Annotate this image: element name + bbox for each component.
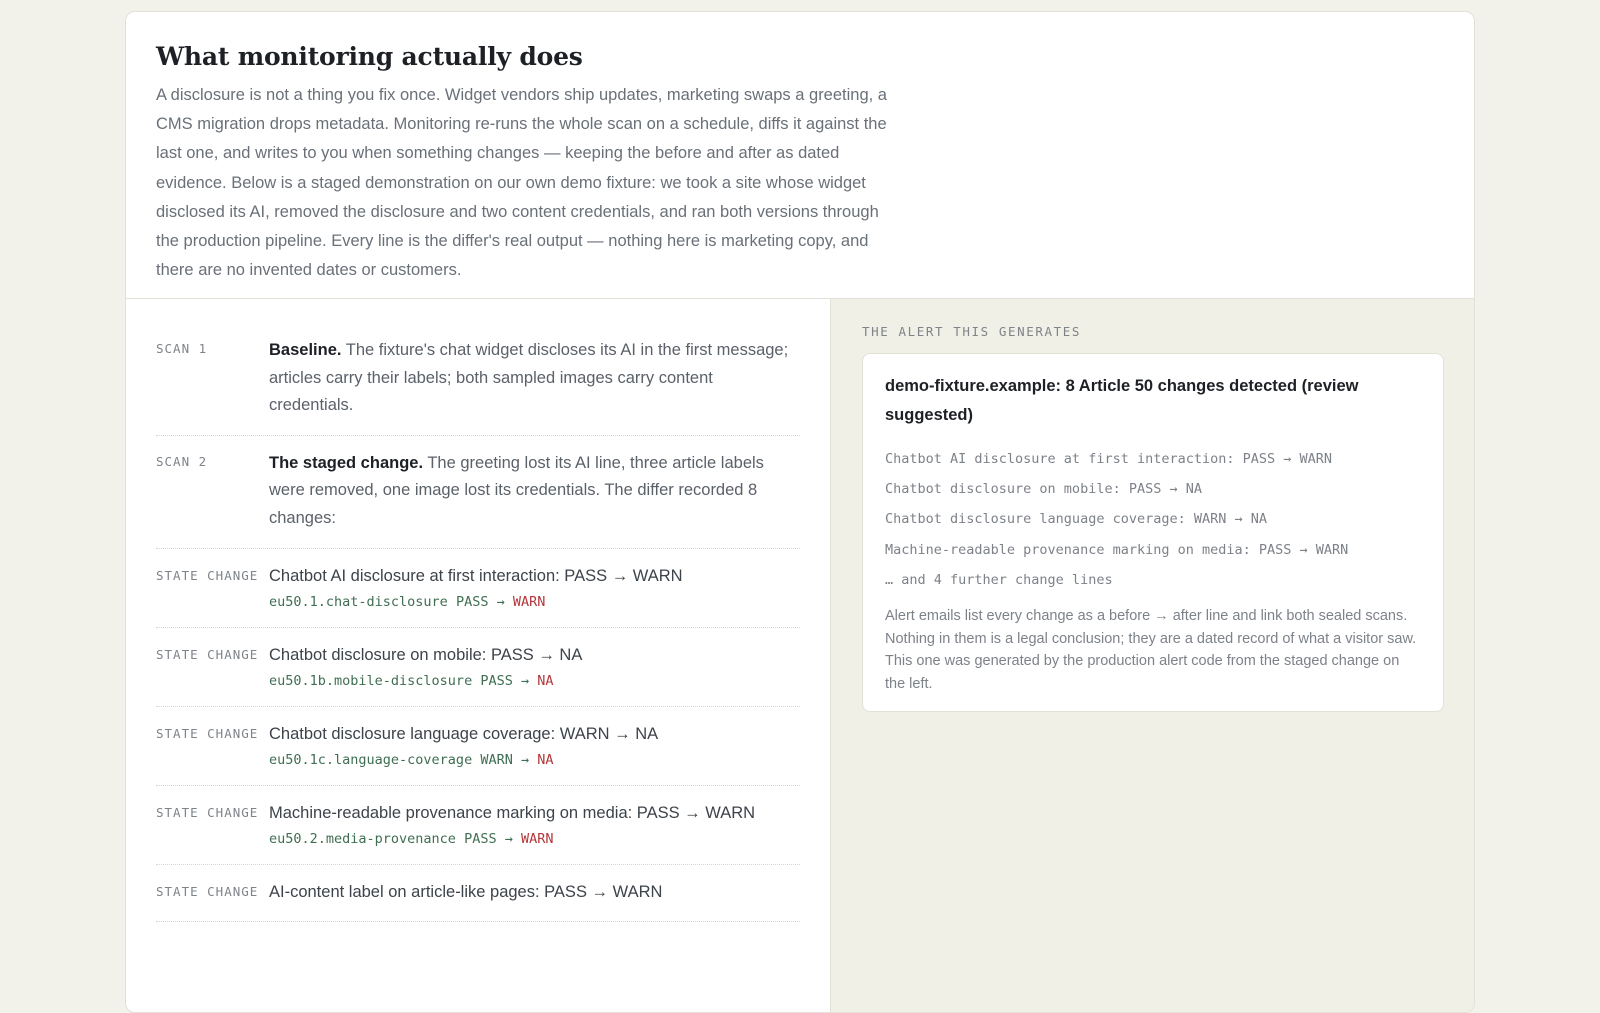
state-change-title: Chatbot disclosure language coverage: WARN → NA	[269, 724, 659, 743]
state-change-row	[156, 628, 800, 707]
scan-text: The greeting lost its AI line, three article labels were removed, one image lost its credentials. The differ recorded 8 changes:	[269, 453, 764, 527]
state-change-body	[269, 798, 800, 850]
state-change-code	[269, 670, 800, 692]
state-change-tag: STATE CHANGE	[156, 567, 259, 583]
state-change-tag: STATE CHANGE	[156, 725, 259, 741]
scan-row	[156, 436, 800, 549]
alert-email-card	[862, 353, 1444, 712]
alert-change-line: Chatbot disclosure on mobile: PASS → NA	[885, 481, 1202, 498]
intro-section	[126, 12, 1474, 299]
state-change-code	[269, 749, 800, 771]
demo-section	[126, 299, 1474, 1012]
to-state: WARN	[512, 593, 546, 610]
check-id: eu50.1b.mobile-disclosure	[269, 672, 473, 689]
alert-note: Alert emails list every change as a before → after line and link both sealed scans. Nothing in them is a legal conclusion; they are a dated record of what a visitor saw. This one was generated by the production alert code from the staged change on the left.	[885, 608, 1417, 692]
arrow-icon: →	[521, 672, 530, 689]
to-state: NA	[537, 751, 554, 768]
alert-change-line: Machine-readable provenance marking on media: PASS → WARN	[885, 541, 1349, 558]
state-change-body	[269, 877, 800, 907]
state-change-row	[156, 549, 800, 628]
state-change-tag: STATE CHANGE	[156, 883, 259, 899]
state-change-code	[269, 591, 800, 613]
state-change-tag: STATE CHANGE	[156, 646, 259, 662]
scan-timeline	[126, 299, 831, 1012]
from-state: PASS	[480, 672, 513, 689]
state-change-tag: STATE CHANGE	[156, 804, 259, 820]
state-change-body	[269, 719, 800, 771]
state-change-row	[156, 707, 800, 786]
alert-panel	[831, 299, 1474, 1012]
state-change-body	[269, 640, 800, 692]
alert-more-line: … and 4 further change lines	[885, 571, 1113, 588]
scan-tag: SCAN 2	[156, 453, 208, 469]
to-state: WARN	[521, 830, 554, 847]
state-change-row	[156, 786, 800, 865]
to-state: NA	[537, 672, 554, 689]
from-state: WARN	[480, 751, 513, 768]
scan-tag: SCAN 1	[156, 341, 208, 356]
scan-row	[156, 323, 800, 436]
intro-paragraph: A disclosure is not a thing you fix once. Widget vendors ship updates, marketing swaps a greeting, a CMS migration drops metadata. Monitoring re-runs the whole scan on a schedule, diffs it against the last one, and writes to you when something changes — keeping the before and after as dated evidence. Below is a staged demonstration on our own demo fixture: we took a site whose widget disclosed its AI, removed the disclosure and two content credentials, and ran both versions through the production pipeline. Every line is the differ's real output — nothing here is marketing copy, and there are no invented dates or customers.	[156, 86, 887, 280]
arrow-icon: →	[521, 751, 530, 768]
arrow-icon: →	[504, 830, 513, 847]
state-change-title: Chatbot disclosure on mobile: PASS → NA	[269, 645, 583, 664]
state-change-body	[269, 561, 800, 613]
state-change-title: Machine-readable provenance marking on media: PASS → WARN	[269, 803, 756, 822]
monitoring-card	[125, 11, 1475, 1013]
state-change-title: Chatbot AI disclosure at first interaction: PASS → WARN	[269, 566, 683, 585]
from-state: PASS	[464, 830, 497, 847]
alert-change-line: Chatbot AI disclosure at first interaction: PASS → WARN	[885, 451, 1333, 467]
scan-lead: Baseline.	[269, 341, 342, 359]
scan-text: The fixture's chat widget discloses its AI in the first message; articles carry their labels; both sampled images carry content credentials.	[269, 341, 789, 415]
alert-change-line: Chatbot disclosure language coverage: WARN → NA	[885, 511, 1268, 528]
state-change-row	[156, 865, 800, 922]
scan-lead: The staged change.	[269, 453, 424, 472]
scan-description	[269, 337, 800, 420]
section-title: What monitoring actually does	[156, 42, 583, 71]
from-state: PASS	[455, 593, 489, 610]
alert-kicker: THE ALERT THIS GENERATES	[862, 324, 1082, 339]
state-change-code	[269, 828, 800, 850]
scan-description	[269, 450, 800, 533]
alert-subject: demo-fixture.example: 8 Article 50 changes detected (review suggested)	[885, 377, 1359, 424]
arrow-icon: →	[496, 593, 505, 610]
check-id: eu50.1.chat-disclosure	[269, 593, 448, 610]
check-id: eu50.1c.language-coverage	[269, 751, 473, 768]
state-change-title: AI-content label on article-like pages: PASS → WARN	[269, 882, 663, 901]
check-id: eu50.2.media-provenance	[269, 830, 456, 847]
